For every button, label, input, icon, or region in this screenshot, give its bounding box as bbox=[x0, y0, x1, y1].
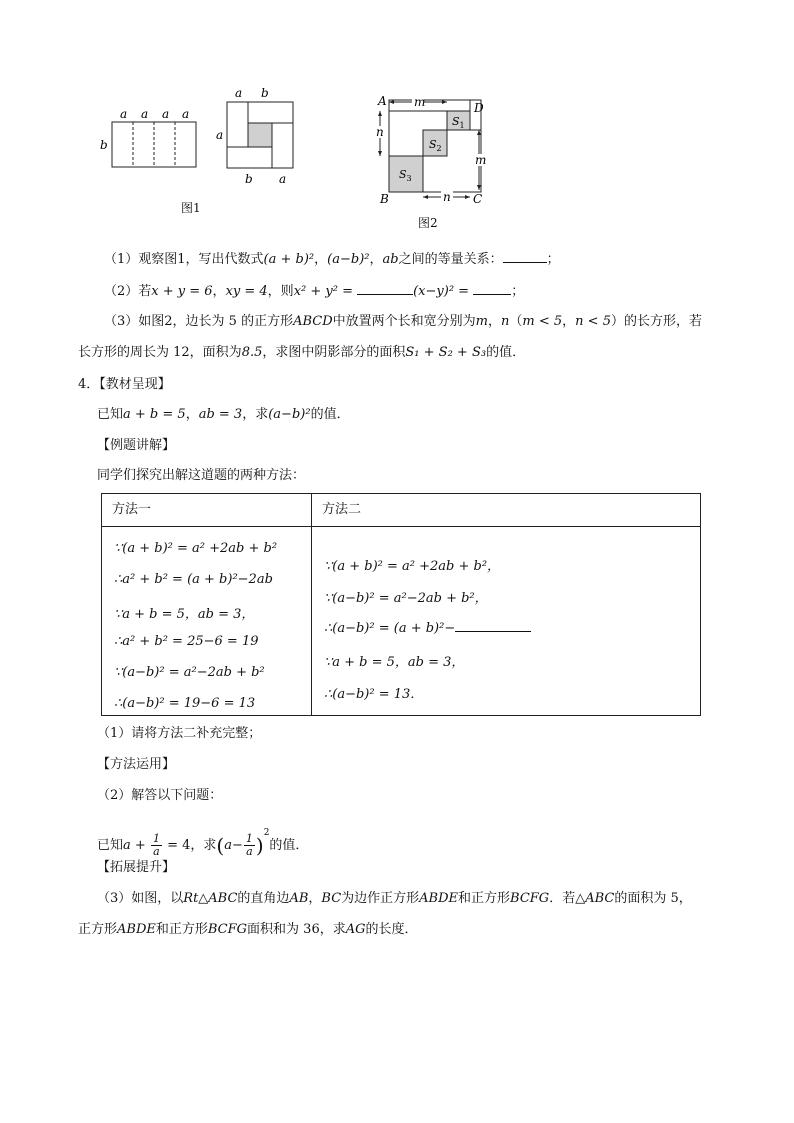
text: ， bbox=[308, 891, 322, 906]
fig1-label-a3: a bbox=[162, 107, 170, 121]
figure-1-square bbox=[216, 86, 293, 186]
fig2-label-n-bottom: n bbox=[443, 190, 451, 204]
method1-line: ∵(a−b)² = a²−2ab + b² bbox=[114, 665, 265, 680]
p3-q2 bbox=[104, 282, 524, 300]
expr: △ABC bbox=[575, 891, 615, 906]
method1-line: ∵(a + b)² = a² +2ab + b² bbox=[114, 541, 278, 556]
text: ．若 bbox=[549, 891, 576, 906]
text: 和正方形 bbox=[458, 891, 511, 906]
text: ）的长方形，若 bbox=[610, 314, 702, 329]
method1-cell bbox=[102, 527, 312, 716]
fraction bbox=[244, 833, 255, 858]
p4-extension-heading: 【拓展提升】 bbox=[97, 860, 176, 875]
expr: n bbox=[501, 314, 510, 329]
method2-line: ∵a + b = 5，ab = 3， bbox=[324, 655, 465, 670]
text: ， bbox=[369, 252, 383, 267]
method2-line: ∵(a + b)² = a² +2ab + b²， bbox=[324, 559, 501, 574]
fig1-label-bottom-a: a bbox=[279, 172, 287, 186]
method2-line: ∴(a−b)² = (a + b)²− bbox=[324, 621, 456, 636]
fig2-label-m-side: m bbox=[475, 153, 487, 167]
text: ， bbox=[314, 252, 328, 267]
methods-table bbox=[101, 493, 701, 716]
fig1-label-a1: a bbox=[120, 107, 128, 121]
expr: BC bbox=[321, 891, 342, 906]
expr: a bbox=[123, 838, 131, 853]
denominator: a bbox=[153, 845, 160, 858]
denominator: a bbox=[246, 845, 253, 858]
fig1-label-side-a: a bbox=[216, 128, 224, 142]
answer-blank[interactable] bbox=[357, 282, 413, 295]
expr: ABDE bbox=[419, 891, 459, 906]
paren: ) bbox=[255, 833, 264, 858]
expr: BCFG bbox=[510, 891, 550, 906]
numerator: 1 bbox=[152, 832, 160, 845]
expr: ab = 3 bbox=[198, 407, 243, 422]
expr: xy = 4 bbox=[225, 284, 268, 299]
paren: ( bbox=[216, 833, 225, 858]
answer-blank[interactable] bbox=[455, 619, 531, 632]
text: （ bbox=[509, 314, 523, 329]
text: = 4，求 bbox=[162, 838, 217, 853]
text: ， bbox=[487, 314, 501, 329]
text: 已知 bbox=[97, 838, 124, 853]
fig1-label-top-a: a bbox=[235, 86, 243, 100]
header-label: 方法二 bbox=[322, 502, 362, 517]
fig2-label-m-top: m bbox=[414, 95, 426, 109]
p4-given bbox=[97, 407, 350, 423]
section-heading: 【教材呈现】 bbox=[99, 377, 171, 392]
fig2-label-S1: $S_1$ bbox=[452, 115, 465, 130]
table-header-method2 bbox=[312, 494, 701, 527]
text: （1）观察图1，写出代数式 bbox=[104, 252, 264, 267]
expr: x + y = 6 bbox=[151, 284, 213, 299]
figure-1-strips bbox=[100, 107, 196, 167]
expr: a bbox=[224, 838, 232, 853]
fig2-label-S2: $S_2$ bbox=[429, 138, 442, 153]
text: ， bbox=[212, 284, 226, 299]
answer-blank[interactable] bbox=[503, 250, 547, 263]
text: 的直角边 bbox=[237, 891, 290, 906]
text: ， bbox=[185, 407, 199, 422]
p4-q2: （2）解答以下问题： bbox=[97, 788, 223, 803]
p3-q3-line1 bbox=[104, 314, 702, 330]
answer-blank[interactable] bbox=[473, 282, 511, 295]
p4-q3-line2 bbox=[78, 922, 418, 938]
fig1-label-a2: a bbox=[141, 107, 149, 121]
text: 为边作正方形 bbox=[341, 891, 420, 906]
text: 的值． bbox=[269, 838, 309, 853]
fig1-label-b: b bbox=[100, 138, 108, 152]
p4-q2-expression bbox=[97, 818, 308, 861]
problem-number: 4． bbox=[78, 377, 100, 392]
fig2-vertex-A: A bbox=[378, 94, 387, 108]
expr: (x−y)² = bbox=[413, 284, 470, 299]
text: 中放置两个长和宽分别为 bbox=[332, 314, 476, 329]
expr: a + b = 5 bbox=[123, 407, 186, 422]
expr: S₁ + S₂ + S₃ bbox=[405, 345, 487, 360]
expr: Rt△ABC bbox=[183, 891, 238, 906]
method2-line-blank bbox=[324, 619, 531, 636]
fraction bbox=[151, 833, 162, 858]
text: ，求 bbox=[242, 407, 269, 422]
numerator: 1 bbox=[245, 832, 253, 845]
expr: x² + y² = bbox=[293, 284, 353, 299]
p4-q3-line1 bbox=[97, 891, 692, 907]
p4-q1: （1）请将方法二补充完整； bbox=[97, 726, 262, 741]
text: ， bbox=[562, 314, 576, 329]
figure-2 bbox=[370, 90, 500, 210]
fig2-vertex-B: B bbox=[380, 192, 389, 206]
text: 长方形的周长为 12，面积为 bbox=[78, 345, 242, 360]
text: （2）若 bbox=[104, 284, 152, 299]
text: 正方形 bbox=[78, 922, 118, 937]
expr: 8.5 bbox=[241, 345, 263, 360]
text: 的值． bbox=[486, 345, 526, 360]
text: + bbox=[130, 838, 150, 853]
fig2-vertex-C: C bbox=[473, 192, 483, 206]
expr: m < 5 bbox=[522, 314, 563, 329]
p4-intro: 同学们探究出解这道题的两种方法： bbox=[97, 468, 306, 483]
text: 的面积为 5， bbox=[614, 891, 692, 906]
fig2-vertex-D: D bbox=[474, 101, 484, 115]
method2-line: ∵(a−b)² = a²−2ab + b²， bbox=[324, 591, 488, 606]
text: （3）如图，以 bbox=[97, 891, 184, 906]
p4-method-heading: 【方法运用】 bbox=[97, 757, 176, 772]
expr: AG bbox=[345, 922, 366, 937]
text: − bbox=[231, 838, 243, 853]
method2-cell bbox=[312, 527, 701, 716]
table-header-method1 bbox=[102, 494, 312, 527]
text: 之间的等量关系： bbox=[398, 252, 503, 267]
expr: ABCD bbox=[293, 314, 333, 329]
text: 的长度． bbox=[365, 922, 418, 937]
expr: ab bbox=[382, 252, 399, 267]
p4-example-heading: 【例题讲解】 bbox=[97, 438, 176, 453]
text: ； bbox=[511, 284, 525, 299]
figure-1 bbox=[95, 82, 325, 192]
exponent: 2 bbox=[263, 828, 270, 838]
method1-line: ∴(a−b)² = 19−6 = 13 bbox=[114, 696, 256, 711]
expr: (a−b)² bbox=[268, 407, 311, 422]
text: ，求图中阴影部分的面积 bbox=[262, 345, 406, 360]
text: ； bbox=[546, 252, 560, 267]
text: 面积和为 36，求 bbox=[247, 922, 346, 937]
p3-q3-line2 bbox=[78, 345, 525, 361]
expr: m bbox=[475, 314, 488, 329]
fig1-label-bottom-b: b bbox=[245, 172, 253, 186]
fig1-label-top-b: b bbox=[261, 86, 269, 100]
method1-line: ∴a² + b² = 25−6 = 19 bbox=[114, 634, 259, 649]
figure-2-caption: 图2 bbox=[418, 216, 438, 230]
expr: (a−b)² bbox=[327, 252, 370, 267]
method2-line: ∴(a−b)² = 13． bbox=[324, 687, 424, 702]
text: （3）如图2，边长为 5 的正方形 bbox=[104, 314, 294, 329]
text: 已知 bbox=[97, 407, 124, 422]
expr: AB bbox=[289, 891, 309, 906]
text: 的值． bbox=[310, 407, 350, 422]
figure-1-caption: 图1 bbox=[181, 201, 201, 215]
text: ，则 bbox=[267, 284, 294, 299]
method1-line: ∴a² + b² = (a + b)²−2ab bbox=[114, 572, 273, 587]
expr: ABDE bbox=[117, 922, 156, 937]
p4-heading bbox=[78, 377, 171, 393]
expr: n < 5 bbox=[575, 314, 611, 329]
fig2-label-S3: $S_3$ bbox=[399, 168, 412, 183]
expr: BCFG bbox=[207, 922, 248, 937]
header-label: 方法一 bbox=[112, 502, 152, 517]
p3-q1 bbox=[104, 250, 560, 268]
expr: (a + b)² bbox=[263, 252, 315, 267]
method1-line: ∵a + b = 5，ab = 3， bbox=[114, 607, 255, 622]
fig1-label-a4: a bbox=[182, 107, 190, 121]
fig2-label-n-left: n bbox=[376, 125, 384, 139]
text: 和正方形 bbox=[155, 922, 208, 937]
